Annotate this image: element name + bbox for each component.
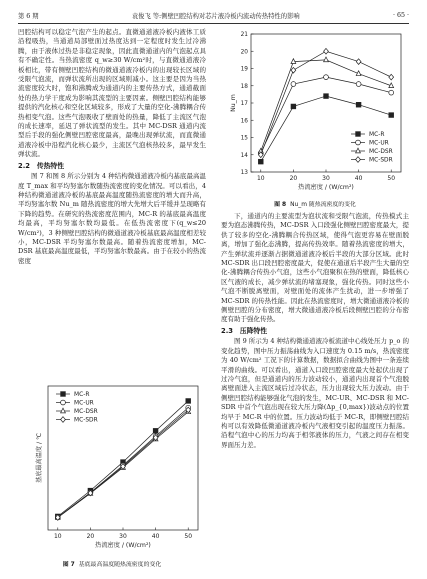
fig7-legend-label: MC-UR — [74, 400, 94, 407]
fig8-data-point-mc-ur — [389, 90, 394, 95]
fig8-data-point-mc-ur — [324, 75, 329, 80]
fig8-data-point-mc-r — [389, 113, 394, 118]
header-rule — [18, 23, 409, 24]
page-number: · 65 · — [392, 11, 409, 19]
fig8-data-point-mc-r — [258, 159, 263, 164]
left-paragraph-2: 图 7 和图 8 所示分别为 4 种结构微通道液冷板内基底最高温度 T_max 和平均努塞尔数随热流密度的变化情况。可以看出，4 种结构微通道液冷板的基底最高温度随热流密度的增大而升高，平均努塞尔数 Nu_m 随热流密度的增大先增大后平缓并呈现略有下降的趋势。在研究的热流密度范围内，MC-R 的基底最高温度均最高，平均努塞尔数均最低。在低热流密度下(q_w≤20 W/cm²)，3 种侧壁凹腔结构的微通道液冷板基底最高温度相差较小，MC-DSR 平均努塞尔数最高。随着热流密度增加，MC-DSR 基底最高温度最低，平均努塞尔数最高。由于在较小的热流密度 — [18, 172, 206, 265]
fig7-y-axis-label: 基底最高温度 / ℃ — [36, 432, 43, 484]
section-heading-2-2: 2.2 传热特性 — [18, 161, 65, 170]
right-paragraph-1: 下，通道内的主要流型为泡状流和受限气泡流，传热模式主要为泡态沸腾传热，MC-DSR 入口段强化侧壁凹腔密度最大，提供了较多的空化-沸腾耦合传热区域，使得气泡更容易在壁面脱离，增加了强化态沸腾，提高传热效率。随着热流密度的增大，产生弹状流并逐渐占据微通道液冷板后半段的大部分区域。此时 MC-SDR 出口段凹腔密度最大，促使在通道后半段产生大量的空化-沸腾耦合传热小气泡，这些小气泡聚积在热的壁面，降低核心区气液的成长，减少弹状流的堵塞现象，强化传热。同时这些小气泡不断脱离壁面，对壁面处的流体产生扰动，进一步增强了 MC-SDR 的传热性能。因此在热流密度时，增大微通道液冷板的侧壁凹腔的分布密度，增大微通道液冷板后段侧壁凹腔的分布密度有助于强化传热。 — [221, 212, 409, 324]
right-column — [221, 212, 409, 450]
figure-7-caption — [18, 559, 206, 568]
figure-8-caption-number: 图 8 — [274, 202, 287, 208]
fig7-x-tick-label: 30 — [119, 533, 127, 540]
fig8-data-point-mc-ur — [291, 82, 296, 87]
fig8-legend-marker — [356, 140, 361, 145]
figure-7-chart — [18, 380, 206, 558]
figure-8-caption — [221, 199, 409, 208]
issue-label: 第 6 期 — [18, 12, 39, 20]
fig8-y-tick-label: 19 — [240, 66, 248, 73]
fig8-data-point-mc-r — [356, 102, 361, 107]
fig7-legend-label: MC-DSR — [74, 409, 98, 416]
left-paragraph-1: 凹腔结构可以稳定气泡产生的起点。直微通道液冷板内液体工质沿程吸热，当通道局部壁面过热度达到一定程度时发生过冷沸腾，由于液体过热是非稳定现象，因此直微通道内的气泡起点具有不确定性。当热流密度 q_w≥30 W/cm²时，与直微通道液冷板相比，带有侧壁凹腔结构的微通道液冷板内的出现较长区域的受限气泡流，而弹状流所出现的区域则减小。这主要是因为当热流密度较大时，饱和沸腾成为通道内的主要传热方式，通道截面处的热力学干度成为影响其流型的主要因素。侧壁凹腔结构能够提供的汽化核心和空化区域较多，形成了大量的空化-沸腾耦合传热相变气泡。这些气泡吸收了壁面处的热量，降低了主流区气泡的成长速率，延迟了弹状流型的发生。其中 MC-DSR 通道内流型后手段的强化侧壁凹腔密度最高，最晚出现弹状流，而直微通道液冷板中沿程汽化核心最少，主流区气泡核热较多，最早发生弹状流。 — [18, 28, 206, 159]
running-title: 袁俊飞 等:侧壁凹腔结构对芯片液冷板内流动传热特性的影响 — [131, 12, 300, 20]
section-heading-2-3: 2.3 压降特性 — [221, 326, 268, 335]
fig7-x-tick-label: 20 — [86, 533, 95, 540]
fig8-y-tick-label: 13 — [240, 170, 248, 176]
figure-7-caption-number: 图 7 — [62, 562, 75, 568]
fig8-x-tick-label: 20 — [289, 175, 298, 182]
figure-8-chart — [221, 28, 409, 198]
fig7-x-axis-label: 热流密度 / (W/cm²) — [95, 542, 151, 549]
fig8-legend-label: MC-R — [369, 132, 385, 139]
figure-7 — [18, 380, 206, 568]
fig8-legend-label: MC-SDR — [369, 157, 393, 164]
fig8-data-point-mc-r — [324, 94, 329, 99]
figure-8-caption-text: Nu_m 随热流密度的变化 — [290, 202, 356, 208]
fig8-data-point-mc-sdr — [356, 59, 361, 65]
fig8-y-axis-label: Nu_m — [230, 94, 237, 112]
fig8-y-tick-label: 16 — [240, 118, 248, 125]
fig8-legend-label: MC-UR — [369, 140, 389, 147]
figure-7-caption-text: 基底最高温度随热流密度的变化 — [78, 562, 162, 568]
fig7-legend-marker — [61, 408, 66, 413]
fig8-data-point-mc-dsr — [291, 59, 296, 64]
running-header — [18, 8, 409, 22]
fig7-x-tick-label: 50 — [184, 533, 193, 540]
right-paragraph-2: 图 9 所示为 4 种结构微通道液冷板流道中心线处压力 p_o 的变化趋势，图中压力振荡曲线为入口速度为 0.15 m/s，热流密度为 40 W/cm² 工况下的计算数据，数据拟合曲线为图中一条连续平滑的曲线。可以看出，通道入口段凹腔密度最大处起伏出现了过冷气泡，但是通道内的压力波动较小，通道内出现首个气泡脱离壁面进入主流区域后过冷状态，压力出现较大压力波动。由于侧壁凹腔结构能够强化气泡的发生，MC-UR、MC-DSR 和 MC-SDR 中首个气泡出现在较大压力降(Δp_{0,max})波动点的位置均早于 MC-R 中的位置。压力波动均低于 MC-R，即侧壁凹腔结构可以有效降低微通道液冷板内气液相变引起的温度压力振荡。沿程气泡中心的压力均高于相邻液体的压力，气液之间存在相变界面压力差。 — [221, 337, 409, 449]
fig8-y-tick-label: 17 — [240, 101, 248, 107]
fig7-legend-marker — [61, 392, 66, 397]
fig8-y-tick-label: 14 — [240, 152, 248, 159]
fig8-x-tick-label: 30 — [322, 175, 330, 182]
fig7-legend-marker — [61, 417, 66, 423]
fig8-x-tick-label: 40 — [354, 175, 363, 182]
fig8-data-point-mc-sdr — [324, 48, 329, 54]
fig7-data-point-mc-r — [186, 399, 191, 404]
fig8-data-point-mc-dsr — [324, 57, 329, 62]
fig7-x-tick-label: 40 — [151, 533, 160, 540]
fig7-legend-label: MC-R — [74, 392, 90, 399]
fig8-x-tick-label: 10 — [256, 175, 265, 182]
fig8-y-tick-label: 15 — [240, 135, 248, 142]
fig8-legend-label: MC-DSR — [369, 149, 393, 156]
fig8-data-point-mc-sdr — [389, 74, 394, 80]
fig7-x-tick-label: 10 — [53, 533, 62, 540]
fig7-legend-marker — [61, 400, 66, 405]
fig8-legend-marker — [356, 157, 361, 163]
fig8-data-point-mc-ur — [356, 82, 361, 87]
figure-8 — [221, 28, 409, 208]
fig8-x-axis-label: 热流密度 / (W/cm²) — [298, 184, 354, 191]
fig7-data-point-mc-r — [153, 428, 158, 433]
fig8-data-point-mc-r — [291, 104, 296, 109]
fig8-y-tick-label: 21 — [240, 32, 248, 38]
fig8-data-point-mc-sdr — [291, 67, 296, 73]
fig8-x-tick-label: 50 — [387, 175, 396, 182]
fig8-legend-marker — [356, 148, 361, 153]
left-column — [18, 28, 206, 266]
fig8-legend-marker — [356, 132, 361, 137]
fig8-series-line-mc-sdr — [261, 51, 391, 155]
fig7-legend-label: MC-SDR — [74, 417, 98, 424]
fig8-y-tick-label: 18 — [240, 83, 248, 90]
fig8-y-tick-label: 20 — [240, 49, 248, 56]
